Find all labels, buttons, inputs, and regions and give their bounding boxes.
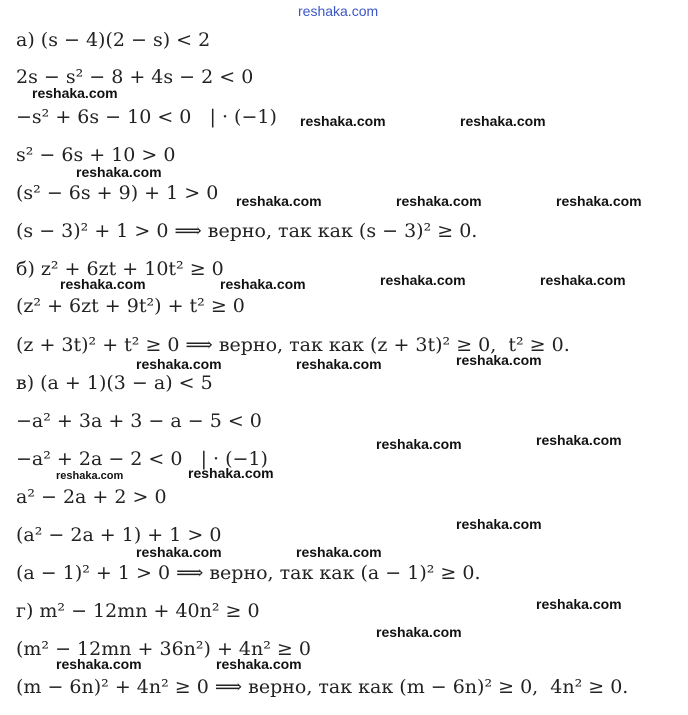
math-line-14: (a² − 2a + 1) + 1 > 0	[16, 524, 222, 546]
math-line-11: −a² + 3a + 3 − a − 5 < 0	[16, 410, 262, 432]
math-line-8: (z² + 6zt + 9t²) + t² ≥ 0	[16, 295, 245, 317]
watermark: reshaka.com	[376, 624, 462, 640]
math-line-18: (m − 6n)² + 4n² ≥ 0 ⟹ верно, так как (m − 6n)² ≥ 0, 4n² ≥ 0.	[16, 676, 629, 698]
watermark: reshaka.com	[460, 113, 546, 129]
watermark: reshaka.com	[556, 193, 642, 209]
math-line-2: 2s − s² − 8 + 4s − 2 < 0	[16, 66, 254, 88]
watermark: reshaka.com	[76, 164, 162, 180]
watermark: reshaka.com	[216, 656, 302, 672]
watermark: reshaka.com	[56, 470, 124, 482]
math-line-1: а) (s − 4)(2 − s) < 2	[16, 29, 211, 51]
watermark: reshaka.com	[136, 356, 222, 372]
math-line-15: (a − 1)² + 1 > 0 ⟹ верно, так как (a − 1)² ≥ 0.	[16, 562, 481, 584]
watermark: reshaka.com	[456, 516, 542, 532]
math-line-3: −s² + 6s − 10 < 0 | · (−1)	[16, 106, 277, 128]
watermark: reshaka.com	[236, 193, 322, 209]
math-line-4: s² − 6s + 10 > 0	[16, 144, 176, 166]
math-line-5: (s² − 6s + 9) + 1 > 0	[16, 182, 219, 204]
watermark: reshaka.com	[296, 356, 382, 372]
watermark: reshaka.com	[540, 272, 626, 288]
math-line-6: (s − 3)² + 1 > 0 ⟹ верно, так как (s − 3)² ≥ 0.	[16, 220, 478, 242]
watermark: reshaka.com	[220, 276, 306, 292]
watermark: reshaka.com	[300, 113, 386, 129]
watermark: reshaka.com	[60, 276, 146, 292]
math-line-16: г) m² − 12mn + 40n² ≥ 0	[16, 600, 260, 622]
watermark: reshaka.com	[296, 544, 382, 560]
watermark: reshaka.com	[188, 465, 274, 481]
watermark: reshaka.com	[136, 544, 222, 560]
watermark: reshaka.com	[396, 193, 482, 209]
math-line-7: б) z² + 6zt + 10t² ≥ 0	[16, 258, 224, 280]
math-line-17: (m² − 12mn + 36n²) + 4n² ≥ 0	[16, 638, 311, 660]
watermark: reshaka.com	[536, 596, 622, 612]
watermark: reshaka.com	[32, 85, 118, 101]
watermark: reshaka.com	[380, 272, 466, 288]
watermark: reshaka.com	[376, 436, 462, 452]
watermark: reshaka.com	[456, 352, 542, 368]
watermark: reshaka.com	[56, 656, 142, 672]
math-line-13: a² − 2a + 2 > 0	[16, 486, 167, 508]
watermark: reshaka.com	[536, 432, 622, 448]
math-line-9: (z + 3t)² + t² ≥ 0 ⟹ верно, так как (z + 3t)² ≥ 0, t² ≥ 0.	[16, 334, 570, 356]
watermark: reshaka.com	[298, 3, 379, 19]
math-line-10: в) (a + 1)(3 − a) < 5	[16, 372, 213, 394]
math-line-12: −a² + 2a − 2 < 0 | · (−1)	[16, 448, 268, 470]
